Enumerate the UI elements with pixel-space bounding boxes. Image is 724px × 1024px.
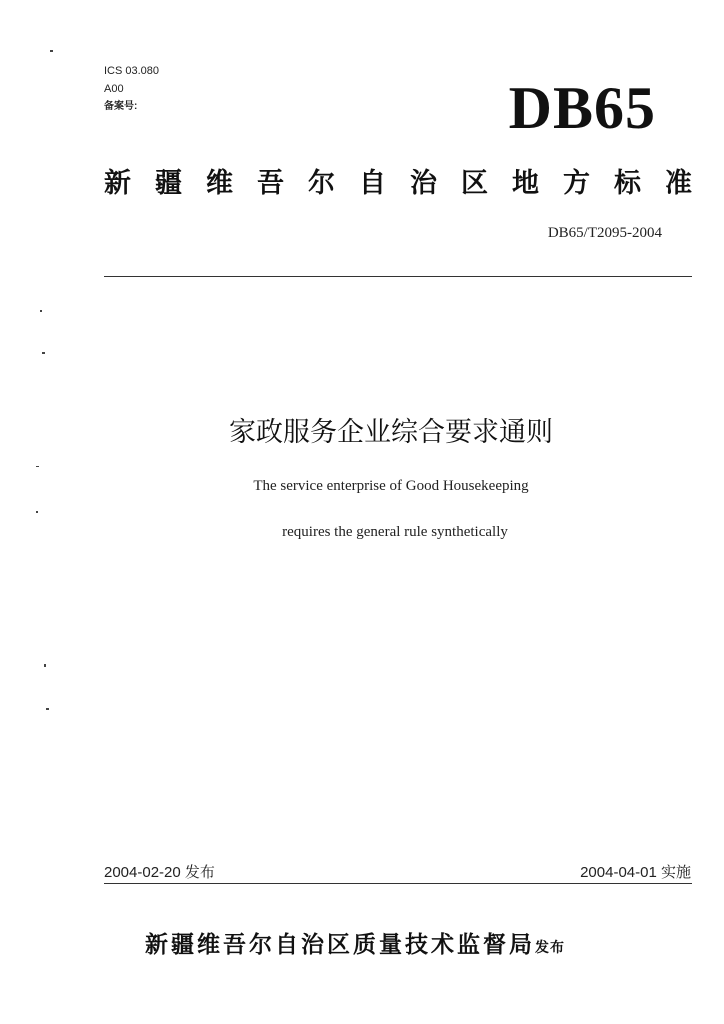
scan-speck	[42, 352, 45, 354]
standard-number: DB65/T2095-2004	[547, 225, 662, 241]
publisher-line	[145, 926, 565, 959]
standard-type-char: 疆	[155, 167, 182, 199]
footer-divider	[104, 883, 692, 884]
standard-type-heading	[104, 160, 692, 200]
standard-type-char: 治	[410, 167, 437, 199]
publisher-name: 新疆维吾尔自治区质量技术监督局	[145, 932, 535, 958]
document-title-zh: 家政服务企业综合要求通则	[229, 417, 553, 448]
classification-block	[104, 62, 159, 116]
standard-code-logo: DB65	[508, 75, 656, 141]
filing-number-label: 备案号:	[104, 101, 138, 112]
standard-type-char: 区	[461, 167, 488, 199]
scan-speck	[46, 708, 49, 710]
scan-speck	[40, 310, 42, 312]
standard-type-char: 自	[359, 167, 386, 199]
issue-date: 2004-02-20 发布	[104, 864, 215, 881]
implementation-date: 2004-04-01 实施	[580, 864, 691, 881]
standard-type-char: 尔	[308, 167, 335, 199]
standard-type-char: 吾	[257, 167, 284, 199]
standard-type-char: 维	[206, 167, 233, 199]
ics-code: ICS 03.080	[104, 65, 160, 77]
scan-speck	[36, 466, 39, 467]
category-code: A00	[104, 83, 124, 95]
scan-speck	[44, 664, 46, 667]
standard-type-char: 方	[563, 167, 590, 199]
scan-speck	[36, 511, 38, 513]
standard-type-char: 标	[614, 167, 641, 199]
standard-type-char: 地	[512, 167, 539, 199]
standard-type-char: 准	[665, 167, 692, 199]
standard-type-char: 新	[104, 167, 131, 199]
document-title-en-line-2: requires the general rule synthetically	[282, 524, 508, 540]
document-title-en-line-1: The service enterprise of Good Housekeeping	[253, 478, 529, 494]
scan-speck	[50, 50, 53, 52]
publisher-suffix: 发布	[535, 940, 565, 956]
header-divider	[104, 276, 692, 277]
